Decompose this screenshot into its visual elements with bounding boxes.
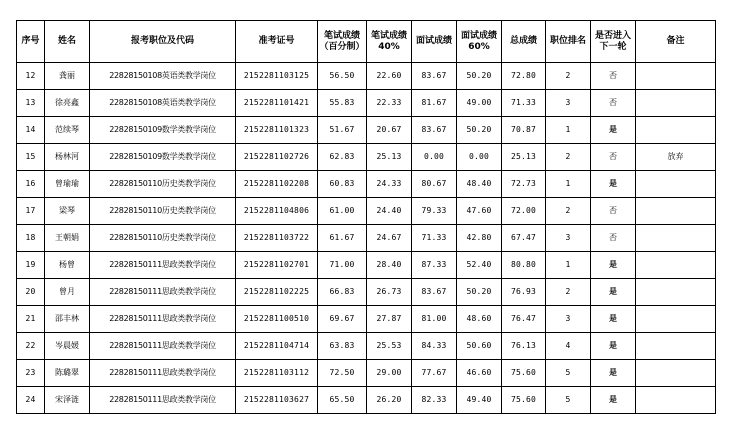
cell-seq: 16 [17, 171, 45, 198]
cell-ticket: 2152281104714 [236, 333, 318, 360]
cell-interview: 80.67 [412, 171, 457, 198]
cell-interview60: 0.00 [457, 144, 502, 171]
table-header [17, 21, 716, 63]
cell-remark [636, 117, 716, 144]
cell-advance: 是 [591, 306, 636, 333]
cell-position: 22828150108英语类教学岗位 [90, 63, 236, 90]
cell-ticket: 2152281103722 [236, 225, 318, 252]
cell-remark [636, 225, 716, 252]
header-advance: 是否进入 下一轮 [591, 21, 636, 63]
results-sheet [16, 20, 716, 414]
header-interview60: 面试成绩 60% [457, 21, 502, 63]
cell-name: 徐亮鑫 [45, 90, 90, 117]
cell-interview60: 48.60 [457, 306, 502, 333]
cell-interview60: 48.40 [457, 171, 502, 198]
cell-interview60: 50.60 [457, 333, 502, 360]
table-row [17, 144, 716, 171]
cell-name: 曾月 [45, 279, 90, 306]
cell-written: 61.00 [318, 198, 367, 225]
header-row [17, 21, 716, 63]
cell-remark [636, 198, 716, 225]
cell-position: 22828150111思政类教学岗位 [90, 360, 236, 387]
cell-ticket: 2152281104806 [236, 198, 318, 225]
cell-total: 67.47 [502, 225, 546, 252]
cell-total: 75.60 [502, 387, 546, 414]
cell-written40: 24.40 [367, 198, 412, 225]
cell-remark [636, 90, 716, 117]
header-ticket: 准考证号 [236, 21, 318, 63]
cell-seq: 15 [17, 144, 45, 171]
cell-written: 65.50 [318, 387, 367, 414]
cell-seq: 14 [17, 117, 45, 144]
table-row [17, 387, 716, 414]
cell-interview60: 47.60 [457, 198, 502, 225]
cell-written40: 29.00 [367, 360, 412, 387]
cell-total: 76.93 [502, 279, 546, 306]
cell-written: 56.50 [318, 63, 367, 90]
cell-position: 22828150109数学类教学岗位 [90, 117, 236, 144]
header-rank: 职位排名 [546, 21, 591, 63]
cell-total: 72.00 [502, 198, 546, 225]
cell-rank: 2 [546, 144, 591, 171]
table-row [17, 63, 716, 90]
cell-name: 邵丰林 [45, 306, 90, 333]
cell-name: 杨曾 [45, 252, 90, 279]
cell-name: 宋泽涟 [45, 387, 90, 414]
cell-rank: 5 [546, 360, 591, 387]
cell-seq: 18 [17, 225, 45, 252]
cell-advance: 否 [591, 144, 636, 171]
cell-interview: 83.67 [412, 279, 457, 306]
cell-written40: 24.67 [367, 225, 412, 252]
cell-rank: 5 [546, 387, 591, 414]
header-remark: 备注 [636, 21, 716, 63]
cell-interview: 87.33 [412, 252, 457, 279]
cell-remark [636, 387, 716, 414]
cell-advance: 是 [591, 333, 636, 360]
cell-written40: 25.53 [367, 333, 412, 360]
cell-remark [636, 63, 716, 90]
cell-remark [636, 252, 716, 279]
cell-advance: 是 [591, 279, 636, 306]
cell-written: 72.50 [318, 360, 367, 387]
cell-written: 62.83 [318, 144, 367, 171]
cell-name: 杨林河 [45, 144, 90, 171]
cell-name: 龚丽 [45, 63, 90, 90]
cell-position: 22828150108英语类教学岗位 [90, 90, 236, 117]
cell-seq: 22 [17, 333, 45, 360]
cell-written: 51.67 [318, 117, 367, 144]
cell-ticket: 2152281102208 [236, 171, 318, 198]
cell-remark [636, 171, 716, 198]
cell-interview: 79.33 [412, 198, 457, 225]
cell-name: 王朝娟 [45, 225, 90, 252]
cell-advance: 是 [591, 360, 636, 387]
cell-remark [636, 360, 716, 387]
cell-written: 71.00 [318, 252, 367, 279]
cell-position: 22828150111思政类教学岗位 [90, 387, 236, 414]
cell-interview: 0.00 [412, 144, 457, 171]
cell-interview: 77.67 [412, 360, 457, 387]
cell-position: 22828150110历史类教学岗位 [90, 225, 236, 252]
cell-total: 71.33 [502, 90, 546, 117]
cell-written40: 20.67 [367, 117, 412, 144]
cell-rank: 3 [546, 225, 591, 252]
cell-written40: 25.13 [367, 144, 412, 171]
cell-written: 61.67 [318, 225, 367, 252]
cell-remark [636, 306, 716, 333]
table-row [17, 225, 716, 252]
cell-seq: 12 [17, 63, 45, 90]
cell-rank: 4 [546, 333, 591, 360]
cell-rank: 2 [546, 63, 591, 90]
header-interview: 面试成绩 [412, 21, 457, 63]
table-row [17, 306, 716, 333]
results-table [16, 20, 716, 414]
cell-advance: 是 [591, 171, 636, 198]
cell-name: 曾瑜瑜 [45, 171, 90, 198]
cell-written40: 26.73 [367, 279, 412, 306]
cell-interview60: 50.20 [457, 117, 502, 144]
cell-total: 75.60 [502, 360, 546, 387]
cell-ticket: 2152281101323 [236, 117, 318, 144]
cell-rank: 2 [546, 198, 591, 225]
cell-written40: 22.33 [367, 90, 412, 117]
table-row [17, 117, 716, 144]
cell-advance: 是 [591, 252, 636, 279]
cell-name: 梁琴 [45, 198, 90, 225]
cell-written40: 22.60 [367, 63, 412, 90]
cell-written40: 26.20 [367, 387, 412, 414]
cell-total: 76.13 [502, 333, 546, 360]
cell-ticket: 2152281103627 [236, 387, 318, 414]
cell-rank: 3 [546, 306, 591, 333]
cell-seq: 17 [17, 198, 45, 225]
cell-seq: 23 [17, 360, 45, 387]
cell-interview60: 49.00 [457, 90, 502, 117]
cell-ticket: 2152281102701 [236, 252, 318, 279]
header-position: 报考职位及代码 [90, 21, 236, 63]
cell-interview60: 50.20 [457, 279, 502, 306]
cell-interview60: 49.40 [457, 387, 502, 414]
cell-advance: 是 [591, 387, 636, 414]
cell-rank: 1 [546, 171, 591, 198]
cell-ticket: 2152281103125 [236, 63, 318, 90]
table-row [17, 279, 716, 306]
cell-position: 22828150111思政类教学岗位 [90, 252, 236, 279]
cell-remark: 放弃 [636, 144, 716, 171]
cell-interview60: 52.40 [457, 252, 502, 279]
cell-interview60: 42.80 [457, 225, 502, 252]
cell-ticket: 2152281102225 [236, 279, 318, 306]
cell-rank: 1 [546, 117, 591, 144]
cell-total: 76.47 [502, 306, 546, 333]
cell-position: 22828150111思政类教学岗位 [90, 306, 236, 333]
cell-ticket: 2152281103112 [236, 360, 318, 387]
cell-total: 25.13 [502, 144, 546, 171]
table-row [17, 198, 716, 225]
cell-rank: 1 [546, 252, 591, 279]
cell-advance: 否 [591, 225, 636, 252]
cell-written40: 24.33 [367, 171, 412, 198]
cell-advance: 否 [591, 90, 636, 117]
cell-total: 80.80 [502, 252, 546, 279]
cell-written: 63.83 [318, 333, 367, 360]
cell-ticket: 2152281102726 [236, 144, 318, 171]
cell-name: 岑晨媛 [45, 333, 90, 360]
cell-written: 55.83 [318, 90, 367, 117]
table-row [17, 333, 716, 360]
cell-total: 72.73 [502, 171, 546, 198]
cell-advance: 否 [591, 63, 636, 90]
cell-position: 22828150110历史类教学岗位 [90, 198, 236, 225]
cell-written: 60.83 [318, 171, 367, 198]
cell-total: 72.80 [502, 63, 546, 90]
cell-interview: 84.33 [412, 333, 457, 360]
header-seq: 序号 [17, 21, 45, 63]
cell-seq: 13 [17, 90, 45, 117]
cell-rank: 2 [546, 279, 591, 306]
cell-position: 22828150109数学类教学岗位 [90, 144, 236, 171]
cell-written: 66.83 [318, 279, 367, 306]
table-row [17, 360, 716, 387]
cell-interview: 82.33 [412, 387, 457, 414]
cell-advance: 否 [591, 198, 636, 225]
cell-interview: 83.67 [412, 117, 457, 144]
table-row [17, 252, 716, 279]
cell-interview: 71.33 [412, 225, 457, 252]
table-body [17, 63, 716, 414]
header-total: 总成绩 [502, 21, 546, 63]
cell-rank: 3 [546, 90, 591, 117]
cell-seq: 19 [17, 252, 45, 279]
cell-position: 22828150111思政类教学岗位 [90, 333, 236, 360]
cell-advance: 是 [591, 117, 636, 144]
cell-name: 范续琴 [45, 117, 90, 144]
cell-interview60: 46.60 [457, 360, 502, 387]
cell-position: 22828150110历史类教学岗位 [90, 171, 236, 198]
cell-written40: 27.87 [367, 306, 412, 333]
cell-name: 陈璐翠 [45, 360, 90, 387]
cell-written: 69.67 [318, 306, 367, 333]
header-written: 笔试成绩 （百分制） [318, 21, 367, 63]
cell-interview: 81.00 [412, 306, 457, 333]
cell-position: 22828150111思政类教学岗位 [90, 279, 236, 306]
cell-written40: 28.40 [367, 252, 412, 279]
cell-ticket: 2152281101421 [236, 90, 318, 117]
cell-seq: 20 [17, 279, 45, 306]
cell-interview60: 50.20 [457, 63, 502, 90]
header-written40: 笔试成绩 40% [367, 21, 412, 63]
cell-seq: 21 [17, 306, 45, 333]
cell-remark [636, 279, 716, 306]
cell-remark [636, 333, 716, 360]
cell-ticket: 2152281100510 [236, 306, 318, 333]
table-row [17, 171, 716, 198]
cell-interview: 83.67 [412, 63, 457, 90]
cell-interview: 81.67 [412, 90, 457, 117]
cell-seq: 24 [17, 387, 45, 414]
table-row [17, 90, 716, 117]
header-name: 姓名 [45, 21, 90, 63]
cell-total: 70.87 [502, 117, 546, 144]
